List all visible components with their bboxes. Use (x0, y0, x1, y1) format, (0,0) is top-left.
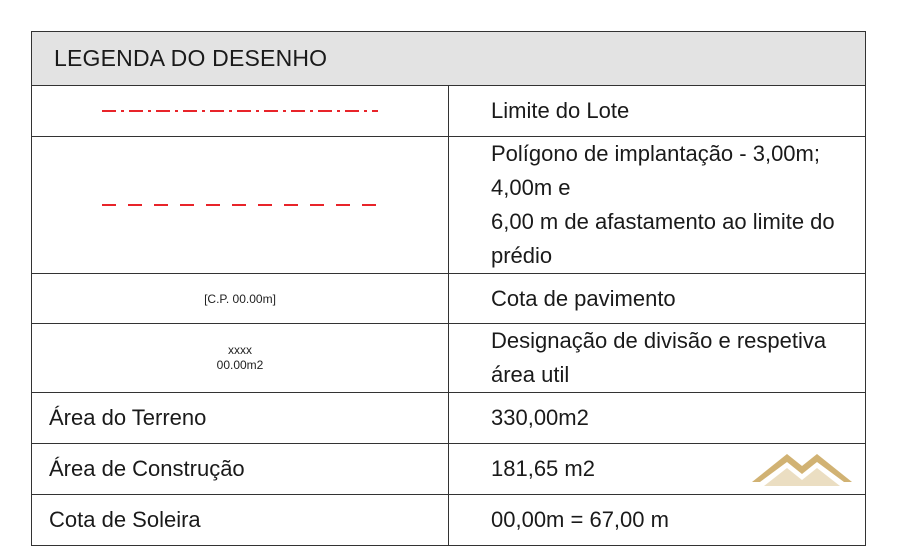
legend-description: Cota de pavimento (449, 274, 866, 324)
dashed-line-symbol (32, 137, 449, 274)
legend-title: LEGENDA DO DESENHO (32, 32, 866, 86)
row-label: Área de Construção (32, 444, 449, 495)
row-value: 330,00m2 (449, 393, 866, 444)
row-label: Cota de Soleira (32, 495, 449, 546)
legend-row-limite-lote (32, 86, 866, 137)
legend-row-designacao (32, 324, 866, 393)
description-line: Polígono de implantação - 3,00m; 4,00m e (491, 141, 820, 200)
legend-description: Designação de divisão e respetiva área util (449, 324, 866, 393)
designacao-symbol-line2: 00.00m2 (216, 358, 264, 372)
designacao-symbol (32, 324, 449, 393)
data-row-cota-soleira (32, 495, 866, 546)
legend-row-poligono (32, 137, 866, 274)
dash-dot-red-line-icon (102, 107, 378, 115)
legend-table (31, 31, 866, 546)
row-value: 181,65 m2 (449, 444, 866, 495)
legend-description: Limite do Lote (449, 86, 866, 137)
data-row-area-construcao (32, 444, 866, 495)
row-value: 00,00m = 67,00 m (449, 495, 866, 546)
roof-logo-icon (752, 450, 862, 510)
legend-row-cota-pavimento (32, 274, 866, 324)
designacao-symbol-line1: xxxx (228, 343, 252, 357)
cota-symbol-text: [C.P. 00.00m] (204, 291, 276, 306)
data-row-area-terreno (32, 393, 866, 444)
description-line: 6,00 m de afastamento ao limite do prédio (491, 209, 835, 268)
dashed-red-line-icon (102, 201, 378, 209)
cota-symbol (32, 274, 449, 324)
legend-description (449, 137, 866, 274)
row-label: Área do Terreno (32, 393, 449, 444)
legend-header-row (32, 32, 866, 86)
dash-dot-line-symbol (32, 86, 449, 137)
